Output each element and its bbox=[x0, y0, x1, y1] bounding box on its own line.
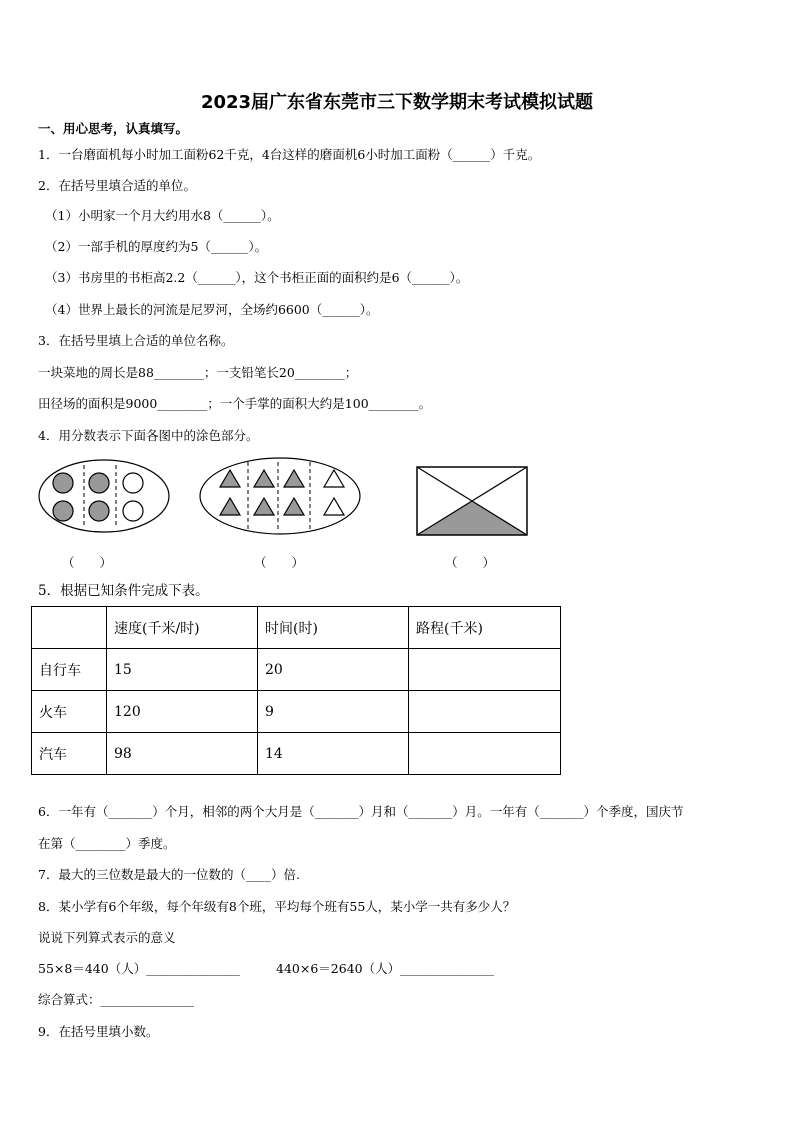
table-cell: 14 bbox=[258, 733, 409, 775]
table-row bbox=[32, 691, 561, 733]
answer-blank-2: （ ） bbox=[254, 555, 305, 570]
question-2-item-3: （3）书房里的书柜高2.2（______），这个书柜正面的面积约是6（______）。 bbox=[45, 270, 469, 285]
question-5-stem: 5．根据已知条件完成下表。 bbox=[38, 583, 209, 599]
figure-triangles bbox=[198, 456, 364, 538]
table-cell: 汽车 bbox=[32, 733, 107, 775]
question-3-line-1: 一块菜地的周长是88________；一支铅笔长20________； bbox=[38, 365, 358, 380]
question-1: 1．一台磨面机每小时加工面粉62千克，4台这样的磨面机6小时加工面粉（______）千克。 bbox=[38, 147, 541, 162]
table-header-cell: 路程(千米) bbox=[409, 607, 561, 649]
answer-blank-1: （ ） bbox=[62, 555, 113, 570]
answer-blank-3: （ ） bbox=[445, 555, 496, 570]
figure-rectangle bbox=[415, 465, 529, 537]
figure-circles bbox=[36, 458, 174, 536]
question-6-line-1: 6．一年有（_______）个月，相邻的两个大月是（_______）月和（_______）月。一年有（_______）个季度，国庆节 bbox=[38, 804, 684, 819]
table-header-cell bbox=[32, 607, 107, 649]
table-cell bbox=[409, 691, 561, 733]
question-8-sub: 说说下列算式表示的意义 bbox=[38, 930, 176, 945]
table-cell bbox=[409, 733, 561, 775]
table-cell: 9 bbox=[258, 691, 409, 733]
question-2-item-1: （1）小明家一个月大约用水8（______）。 bbox=[45, 208, 280, 223]
data-table bbox=[31, 606, 561, 775]
table-cell: 15 bbox=[107, 649, 258, 691]
table-cell: 20 bbox=[258, 649, 409, 691]
question-8-expr-1: 55×8＝440（人）_______________ bbox=[38, 961, 240, 976]
question-2-item-2: （2）一部手机的厚度约为5（______）。 bbox=[45, 239, 268, 254]
question-8-expr-2: 440×6＝2640（人）_______________ bbox=[276, 961, 494, 976]
page-title: 2023届广东省东莞市三下数学期末考试模拟试题 bbox=[200, 92, 594, 113]
table-header-cell: 速度(千米/时) bbox=[107, 607, 258, 649]
table-header-cell: 时间(时) bbox=[258, 607, 409, 649]
table-cell: 自行车 bbox=[32, 649, 107, 691]
question-7: 7．最大的三位数是最大的一位数的（____）倍. bbox=[38, 867, 300, 882]
question-8-combined: 综合算式：_______________ bbox=[38, 992, 195, 1007]
table-cell: 火车 bbox=[32, 691, 107, 733]
table-cell bbox=[409, 649, 561, 691]
question-9: 9．在括号里填小数。 bbox=[38, 1024, 159, 1039]
table-row bbox=[32, 649, 561, 691]
table-cell: 120 bbox=[107, 691, 258, 733]
question-3-stem: 3．在括号里填上合适的单位名称。 bbox=[38, 333, 234, 348]
question-8-stem: 8．某小学有6个年级，每个年级有8个班，平均每个班有55人，某小学一共有多少人？ bbox=[38, 899, 516, 914]
section-heading: 一、用心思考，认真填写。 bbox=[38, 121, 189, 136]
table-row bbox=[32, 733, 561, 775]
question-6-line-2: 在第（________）季度。 bbox=[38, 836, 176, 851]
question-2-item-4: （4）世界上最长的河流是尼罗河，全场约6600（______）。 bbox=[45, 302, 379, 317]
question-4-stem: 4．用分数表示下面各图中的涂色部分。 bbox=[38, 428, 259, 443]
question-3-line-2: 田径场的面积是9000________；一个手掌的面积大约是100________。 bbox=[38, 396, 432, 411]
table-header-row bbox=[32, 607, 561, 649]
question-2-stem: 2．在括号里填合适的单位。 bbox=[38, 178, 196, 193]
table-cell: 98 bbox=[107, 733, 258, 775]
